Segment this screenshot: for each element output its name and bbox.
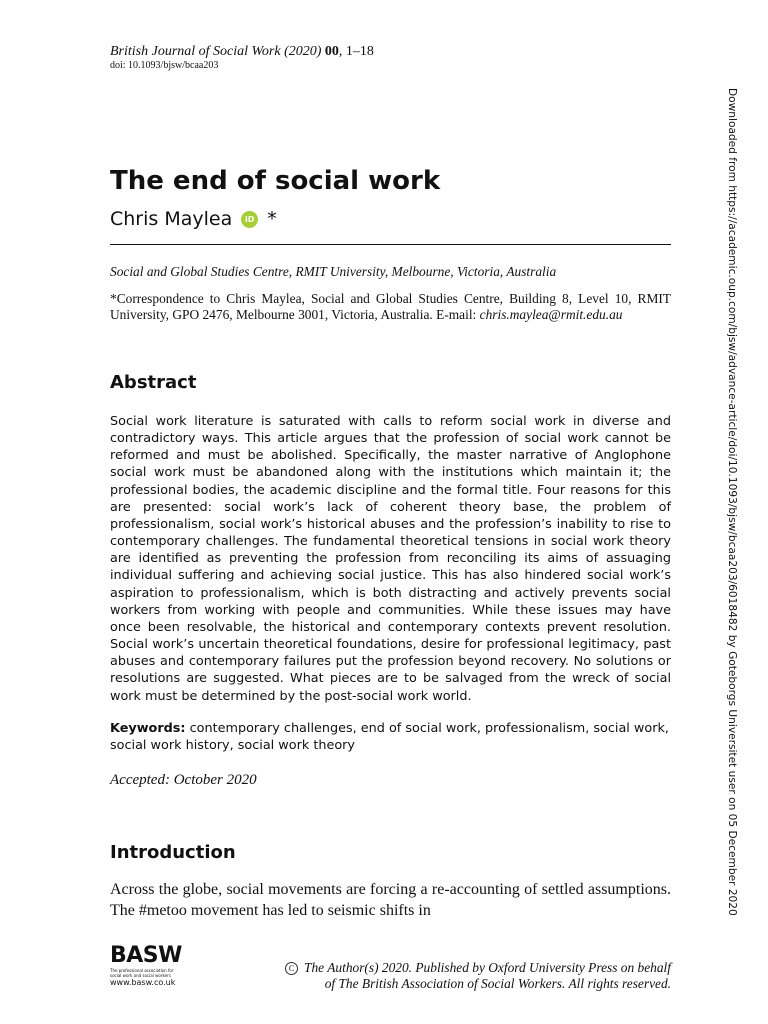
correspondence-asterisk: * (267, 208, 277, 230)
keywords-list: contemporary challenges, end of social work, professionalism, social work, social work history, social work theory (110, 721, 669, 754)
keywords-label: Keywords: (110, 721, 186, 736)
download-watermark: Downloaded from https://academic.oup.com/bjsw/advance-article/doi/10.1093/bjsw/bcaa203/6018482 by Goteborgs Universitet user on 05 December 2020 (726, 88, 738, 916)
orcid-icon[interactable]: iD (241, 211, 258, 228)
title-divider (110, 244, 671, 245)
basw-wordmark: BASW (110, 943, 182, 968)
abstract-heading: Abstract (110, 372, 197, 393)
basw-url[interactable]: www.basw.co.uk (110, 978, 176, 987)
correspondence-text: *Correspondence to Chris Maylea, Social and Global Studies Centre, Building 8, Level 10, RMIT University, GPO 2476, Melbourne 3001, Victoria, Australia. E-mail: (110, 291, 671, 322)
copyright-line-1: C The Author(s) 2020. Published by Oxford University Press on behalf (260, 960, 671, 976)
journal-citation (110, 44, 374, 60)
basw-logo (110, 943, 190, 978)
copyright-line-2: of The British Association of Social Workers. All rights reserved. (324, 976, 671, 991)
author-name[interactable]: Chris Maylea (110, 208, 233, 230)
basw-tagline: The professional association for social work and social workers (110, 968, 174, 978)
author-row (110, 208, 277, 230)
journal-volume: 00 (324, 44, 339, 59)
copyright-icon: C (285, 962, 298, 975)
introduction-text: Across the globe, social movements are forcing a re-accounting of settled assumptions. The #metoo movement has led to seismic shifts in (110, 881, 671, 919)
article-title: The end of social work (110, 166, 441, 196)
doi: doi: 10.1093/bjsw/bcaa203 (110, 60, 219, 71)
journal-name: British Journal of Social Work (2020) (110, 44, 322, 59)
correspondence-email[interactable]: chris.maylea@rmit.edu.au (479, 307, 623, 322)
journal-pages: , 1–18 (338, 44, 374, 59)
introduction-heading: Introduction (110, 842, 236, 863)
accepted-date: Accepted: October 2020 (110, 772, 257, 788)
abstract-text: Social work literature is saturated with calls to reform social work in diverse and contradictory ways. This article argues that the profession of social work cannot be reformed and must be abolished. Specifically, the master narrative of Anglophone social work must be abandoned along with the institutions which maintain it; the professional bodies, the academic discipline and the formal title. Four reasons for this are presented: social work’s lack of coherent theory base, the problem of professionalism, social work’s historical abuses and the profession’s inability to rise to contemporary challenges. The fundamental theoretical tensions in social work theory are identified as preventing the profession from reconciling its aims of assuaging individual suffering and achieving social justice. This has also hindered social work’s aspiration to professionalism, which is both distracting and actively prevents social workers from working with people and communities. While these issues may have once been resolvable, the historical and contemporary contexts prevent resolution. Social work’s uncertain theoretical foundations, desire for professional legitimacy, past abuses and contemporary failures put the profession beyond recovery. No solutions or resolutions are suggested. What pieces are to be salvaged from the wreck of social work must be determined by the post-social work world. (110, 414, 671, 704)
author-affiliation: Social and Global Studies Centre, RMIT University, Melbourne, Victoria, Australia (110, 264, 557, 279)
copyright-notice (260, 960, 671, 992)
correspondence-note (110, 291, 671, 323)
keywords (110, 720, 671, 754)
